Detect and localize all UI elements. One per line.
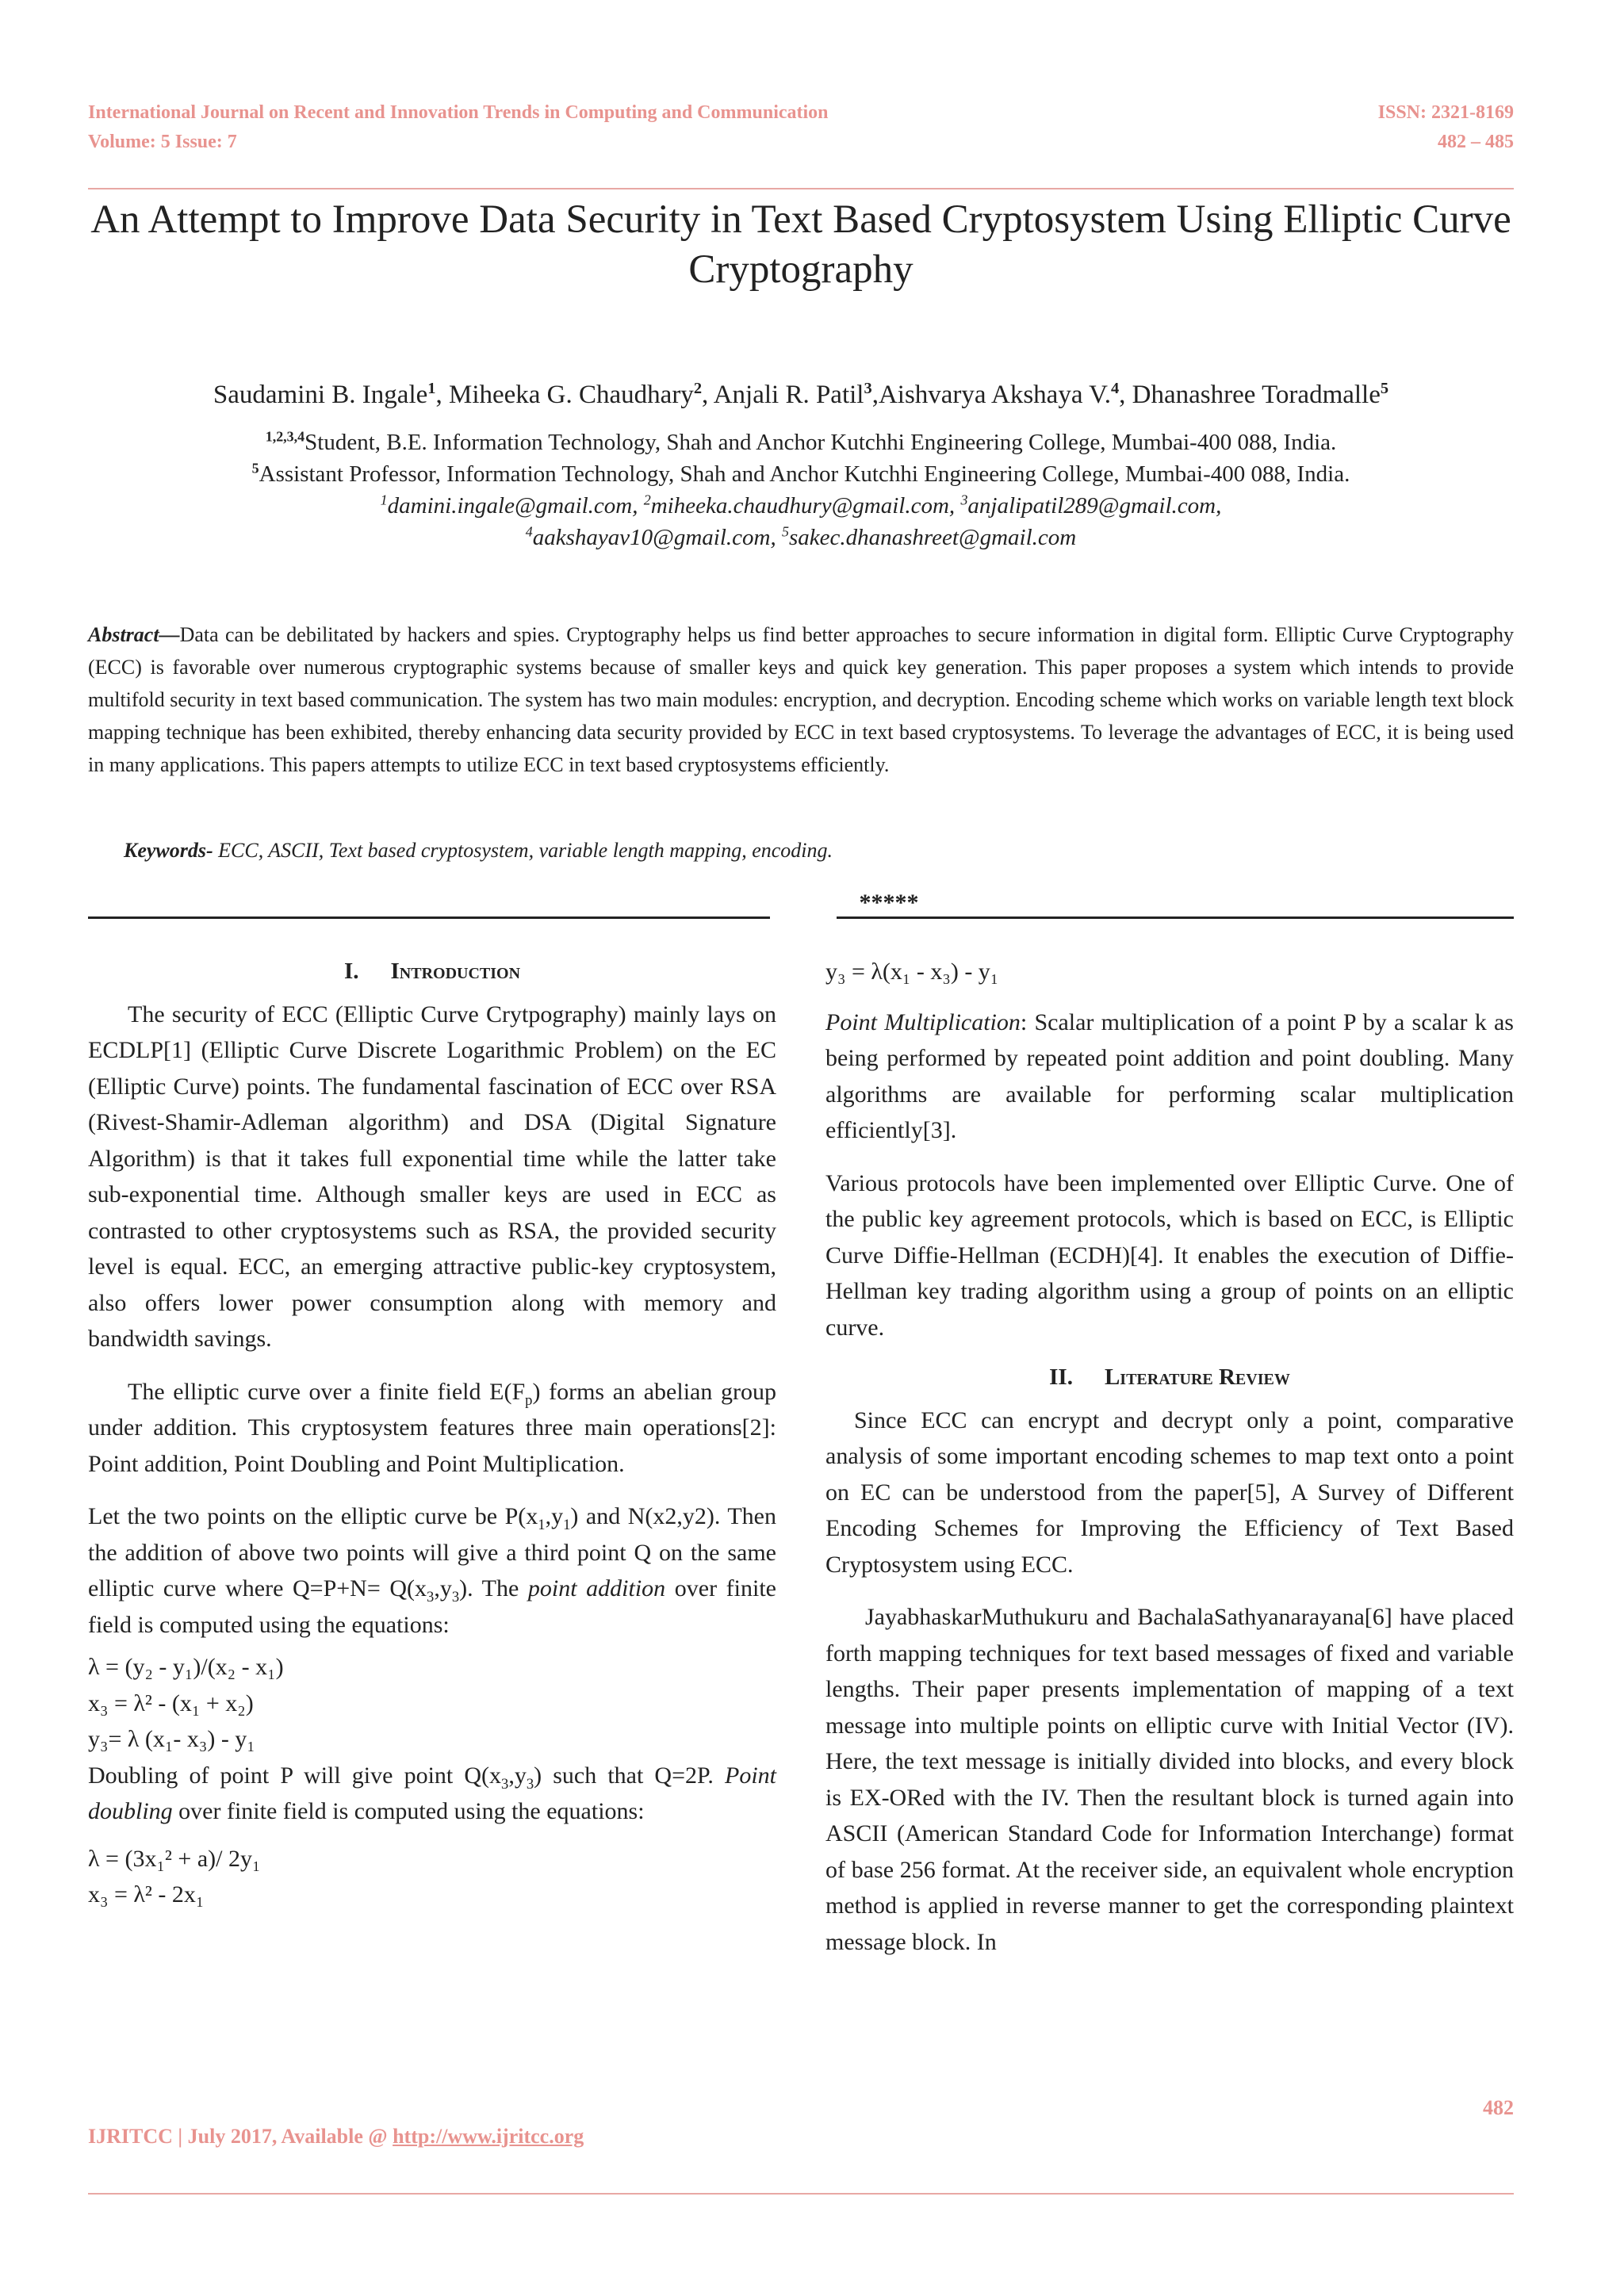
- equation-lambda-addition: λ = (y₂ - y₁)/(x₂ - x₁): [88, 1654, 284, 1680]
- subscript: 3: [526, 1775, 534, 1793]
- author-sup: 5: [1380, 380, 1389, 397]
- intro-paragraph-4: [88, 1758, 776, 1830]
- author-name: , Miheeka G. Chaudhary: [435, 381, 694, 409]
- running-header: [88, 98, 1514, 157]
- author-sup: 2: [693, 380, 703, 397]
- email-sup: 4: [525, 523, 533, 540]
- header-rule: [88, 188, 1514, 189]
- separator-stars: *****: [859, 890, 919, 916]
- footer-left: [88, 2125, 584, 2149]
- text-run: Doubling of point P will give point Q(x: [88, 1762, 502, 1789]
- section-separator: [88, 889, 1514, 920]
- separator-rule-left: [88, 916, 770, 919]
- text-emphasis: Point doubling: [88, 1762, 776, 1824]
- author-name: ,Aishvarya Akshaya V.: [871, 381, 1111, 409]
- subscript: p: [525, 1391, 533, 1409]
- author-sup: 1: [427, 380, 436, 397]
- email: sakec.dhanashreet@gmail.com: [788, 525, 1077, 550]
- author-sup: 3: [864, 380, 872, 397]
- affil-text: Student, B.E. Information Technology, Shah and Anchor Kutchhi Engineering College, Mumbai-400 088, India.: [304, 430, 1337, 455]
- page-range: 482 – 485: [1438, 132, 1514, 152]
- equation-x3-doubling: x₃ = λ² - 2x₁: [88, 1881, 205, 1908]
- subscript: 1: [538, 1517, 546, 1533]
- subscript: 3: [451, 1589, 460, 1605]
- equation-x3-addition: x₃ = λ² - (x₁ + x₂): [88, 1689, 254, 1716]
- section-title: Literature Review: [1104, 1364, 1290, 1390]
- text-run: ). The: [459, 1575, 528, 1601]
- text-run: ) forms an abelian group under addition. This cryptosystem features three main operations[2]: Point addition, Point Doubling and Point Multiplication.: [88, 1378, 776, 1477]
- text-run: over finite field is computed using the equations:: [88, 1575, 776, 1638]
- keywords-label: Keywords-: [124, 839, 213, 862]
- text-emphasis: point addition: [527, 1575, 666, 1601]
- email: aakshayav10@gmail.com,: [532, 525, 782, 550]
- volume-issue: Volume: 5 Issue: 7: [88, 132, 237, 152]
- email: miheeka.chaudhury@gmail.com,: [650, 493, 961, 519]
- equation-lambda-doubling: λ = (3x₁² + a)/ 2y₁: [88, 1845, 261, 1872]
- email: damini.ingale@gmail.com,: [387, 493, 644, 519]
- intro-paragraph-1: The security of ECC (Elliptic Curve Crytpography) mainly lays on ECDLP[1] (Elliptic Curve Discrete Logarithmic Problem) on the EC (Elliptic Curve) points. The fundamental fascination of ECC over RSA (Rivest-Shamir-Adleman algorithm) and DSA (Digital Signature Algorithm) is that it takes full exponential time while the latter take sub-exponential time. Although smaller keys are used in ECC as contrasted to other cryptosystems such as RSA, the provided security level is equal. ECC, an emerging attractive public-key cryptosystem, also offers lower power consumption along with memory and bandwidth savings.: [88, 1001, 776, 1352]
- email: anjalipatil289@gmail.com,: [967, 493, 1222, 519]
- subscript: 1: [563, 1517, 571, 1533]
- emails-line-1: [88, 490, 1514, 522]
- affiliation-students: [88, 427, 1514, 458]
- page-number: 482: [1483, 2096, 1514, 2119]
- section-number: II.: [1049, 1364, 1073, 1390]
- email-sup: 3: [960, 492, 968, 508]
- abstract-text: Data can be debilitated by hackers and spies. Cryptography helps us find better approaches to secure information in digital form. Elliptic Curve Cryptography (ECC) is favorable over numerous cryptographic systems because of smaller keys and quick key generation. This paper proposes a system which intends to provide multifold security in text based communication. The system has two main modules: encryption, and decryption. Encoding scheme which works on variable length text block mapping technique has been exhibited, thereby enhancing data security provided by ECC in text based cryptosystems. To leverage the advantages of ECC, it is being used in many applications. This papers attempts to utilize ECC in text based cryptosystems efficiently.: [88, 623, 1514, 776]
- section-heading-literature-review: [825, 1360, 1514, 1396]
- text-run: Let the two points on the elliptic curve be P(x: [88, 1503, 538, 1529]
- footer-rule: [88, 2193, 1514, 2195]
- author-name: Saudamini B. Ingale: [213, 381, 428, 409]
- email-sup: 1: [380, 492, 388, 508]
- affil-sup: 1,2,3,4: [265, 428, 305, 445]
- emails-line-2: [88, 522, 1514, 553]
- equation-y3-doubling: y₃ = λ(x₁ - x₃) - y₁: [825, 959, 999, 985]
- affiliation-professor: [88, 458, 1514, 490]
- author-name: , Anjali R. Patil: [702, 381, 864, 409]
- abstract: [88, 618, 1514, 781]
- text-run: over finite field is computed using the equations:: [172, 1798, 645, 1824]
- keywords-text: ECC, ASCII, Text based cryptosystem, variable length mapping, encoding.: [213, 839, 833, 862]
- affil-text: Assistant Professor, Information Technology, Shah and Anchor Kutchhi Engineering College, Mumbai-400 088, India.: [259, 461, 1350, 487]
- section-title: Introduction: [390, 959, 521, 984]
- keywords: [124, 836, 1511, 866]
- paper-title: An Attempt to Improve Data Security in Text Based Cryptosystem Using Elliptic Curve Cryptography: [90, 197, 1511, 292]
- author-sup: 4: [1110, 380, 1120, 397]
- text-run: ,y: [434, 1575, 452, 1601]
- section-number: I.: [343, 959, 359, 984]
- affil-sup: 5: [251, 460, 259, 476]
- text-run: ,y: [545, 1503, 564, 1529]
- email-sup: 5: [781, 523, 789, 540]
- header-right: [1378, 98, 1514, 157]
- email-sup: 2: [643, 492, 651, 508]
- affiliations: [88, 427, 1514, 553]
- intro-paragraph-2: [88, 1374, 776, 1483]
- protocols-paragraph: Various protocols have been implemented over Elliptic Curve. One of the public key agreement protocols, which is based on ECC, is Elliptic Curve Diffie-Hellman (ECDH)[4]. It enables the execution of Diffie-Hellman key trading algorithm using a group of points on an elliptic curve.: [825, 1169, 1514, 1341]
- text-run: : Scalar multiplication of a point P by a scalar k as being performed by repeated point addition and point doubling. Many algorithms are available for performing scalar multiplication efficiently[3].: [825, 1008, 1514, 1143]
- abstract-label: Abstract—: [88, 623, 180, 646]
- text-run: ,y: [508, 1762, 527, 1789]
- intro-paragraph-3: [88, 1498, 776, 1643]
- journal-website-link[interactable]: http://www.ijritcc.org: [393, 2125, 584, 2148]
- author-list: [88, 376, 1514, 414]
- literature-paragraph-multiplication: [825, 1004, 1514, 1149]
- text-run: ) and N(x2,y2). Then the addition of above two points will give a third point Q on the same elliptic curve where Q=P+N= Q(x: [88, 1503, 776, 1601]
- separator-rule-right: [837, 916, 1514, 919]
- subscript: 3: [501, 1775, 509, 1793]
- literature-paragraph-1: Since ECC can encrypt and decrypt only a point, comparative analysis of some important encoding schemes to map text onto a point on EC can be understood from the paper[5], A Survey of Different Encoding Schemes for Improving the Efficiency of Text Based Cryptosystem using ECC.: [825, 1406, 1514, 1578]
- footer-text: IJRITCC | July 2017, Available @: [88, 2125, 393, 2148]
- text-emphasis: Point Multiplication: [825, 1008, 1021, 1035]
- literature-paragraph-2: JayabhaskarMuthukuru and BachalaSathyanarayana[6] have placed forth mapping techniques for text based messages of fixed and variable lengths. Their paper presents implementation of mapping of a text message into multiple points on elliptic curve with Initial Vector (IV). Here, the text message is initially divided into blocks, and every block is EX-ORed with the IV. Then the resultant block is turned again into ASCII (American Standard Code for Information Interchange) format of base 256 format. At the receiver side, an equivalent whole encryption method is applied in reverse manner to get the corresponding plaintext message block. In: [825, 1604, 1514, 1955]
- author-name: , Dhanashree Toradmalle: [1119, 381, 1381, 409]
- journal-name: International Journal on Recent and Innovation Trends in Computing and Communication: [88, 102, 829, 123]
- issn: ISSN: 2321-8169: [1377, 102, 1514, 123]
- text-run: ) such that Q=2P.: [534, 1762, 725, 1789]
- equation-y3-addition: y₃= λ (x₁- x₃) - y₁: [88, 1726, 255, 1752]
- text-run: The elliptic curve over a finite field E(F: [128, 1378, 526, 1405]
- section-heading-introduction: [88, 954, 776, 990]
- subscript: 3: [427, 1589, 435, 1605]
- left-column: [88, 954, 776, 1913]
- right-column: [825, 954, 1514, 1960]
